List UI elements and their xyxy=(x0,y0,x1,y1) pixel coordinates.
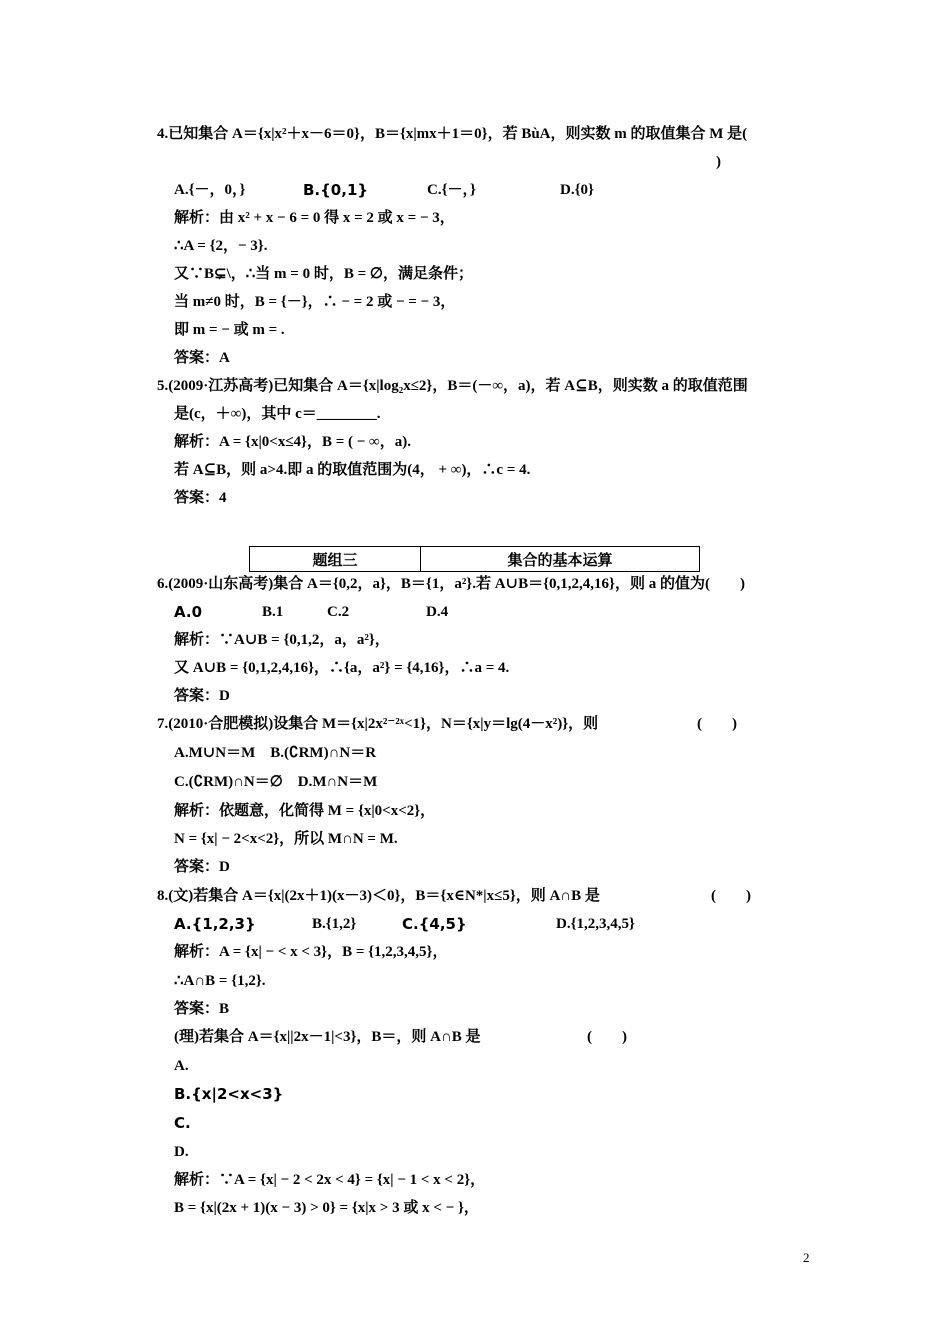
q8-option-d: D.{1,2,3,4,5} xyxy=(556,916,635,932)
q4-solution-line2: ∴A = {2，− 3}. xyxy=(174,238,268,254)
q4-option-a: A.{－，0，} xyxy=(174,182,246,198)
q6-solution-line1: 解析：∵A∪B = {0,1,2，a，a²}， xyxy=(174,632,390,648)
q8-solution-line1: 解析：A = {x| − < x < 3}，B = {1,2,3,4,5}， xyxy=(174,944,448,960)
q5-stem-line1: 5.(2009·江苏高考)已知集合 A＝{x|log₂x≤2}，B＝(－∞，a)，若 A⊆B，则实数 a 的取值范围 xyxy=(157,378,748,394)
q8-li-solution-line2: B = {x|(2x + 1)(x − 3) > 0} = {x|x > 3 或 x < − }， xyxy=(174,1200,479,1216)
q6-option-a: A.0 xyxy=(174,603,203,621)
q8-option-b: B.{1,2} xyxy=(312,916,357,932)
q8-stem: 8.(文)若集合 A＝{x|(2x＋1)(x－3)＜0}，B＝{x∈N*|x≤5}，则 A∩B 是 xyxy=(157,888,600,904)
q4-option-c: C.{－，} xyxy=(427,182,476,198)
q8-li-option-a: A. xyxy=(174,1058,189,1074)
q8-li-option-c: C. xyxy=(174,1114,191,1132)
section-header-table xyxy=(249,546,700,572)
q8-answer: 答案：B xyxy=(174,1001,230,1017)
q6-option-d: D.4 xyxy=(426,604,449,620)
q7-solution-line2: N = {x| − 2<x<2}，所以 M∩N = M. xyxy=(174,831,398,847)
q4-option-d: D.{0} xyxy=(560,182,594,198)
q7-options-cd: C.(∁RM)∩N＝∅ D.M∩N＝M xyxy=(174,774,378,790)
q7-stem: 7.(2010·合肥模拟)设集合 M＝{x|2x²⁻²ˣ<1}，N＝{x|y＝lg(4－x²)}，则 xyxy=(157,716,599,732)
q6-option-c: C.2 xyxy=(327,604,350,620)
q4-answer: 答案：A xyxy=(174,350,230,366)
q8-li-option-d: D. xyxy=(174,1144,189,1160)
section-group-label: 题组三 xyxy=(250,547,421,571)
q5-answer: 答案：4 xyxy=(174,490,227,506)
section-topic-label: 集合的基本运算 xyxy=(507,552,613,569)
q4-option-b: B.{0,1} xyxy=(303,181,369,199)
q7-answer: 答案：D xyxy=(174,859,230,875)
q5-solution-line1: 解析：A = {x|0<x≤4}，B = ( − ∞，a). xyxy=(174,434,411,450)
q4-solution-line5: 即 m = − 或 m = . xyxy=(174,322,285,338)
q4-stem-close: ) xyxy=(716,154,721,170)
page-number: 2 xyxy=(803,1250,810,1265)
q8-option-a: A.{1,2,3} xyxy=(174,915,256,933)
q8-li-answer-paren: ( ) xyxy=(587,1029,627,1045)
q4-solution-line1: 解析：由 x² + x − 6 = 0 得 x = 2 或 x = − 3， xyxy=(174,210,455,226)
q8-answer-paren: ( ) xyxy=(711,888,751,904)
q4-stem: 4.已知集合 A＝{x|x²＋x－6＝0}，B＝{x|mx＋1＝0}，若 BùA，则实数 m 的取值集合 M 是( xyxy=(157,126,748,142)
q8-li-option-b: B.{x|2<x<3} xyxy=(174,1085,284,1103)
q7-options-ab: A.M∪N＝M B.(∁RM)∩N＝R xyxy=(174,745,377,761)
q6-option-b: B.1 xyxy=(262,604,284,620)
q8-li-solution-line1: 解析：∵A = {x| − 2 < 2x < 4} = {x| − 1 < x < 2}， xyxy=(174,1172,486,1188)
q5-solution-line2: 若 A⊆B，则 a>4.即 a 的取值范围为(4， + ∞)，∴c = 4. xyxy=(174,462,531,478)
q6-solution-line2: 又 A∪B = {0,1,2,4,16}，∴{a，a²} = {4,16}，∴a = 4. xyxy=(174,660,510,676)
q7-solution-line1: 解析：依题意，化简得 M = {x|0<x<2}， xyxy=(174,803,436,819)
q7-answer-paren: ( ) xyxy=(697,716,737,732)
q8-solution-line2: ∴A∩B = {1,2}. xyxy=(174,973,266,989)
q6-stem: 6.(2009·山东高考)集合 A＝{0,2，a}，B＝{1，a²}.若 A∪B＝{0,1,2,4,16}，则 a 的值为( ) xyxy=(157,576,745,592)
q8-option-c: C.{4,5} xyxy=(402,915,467,933)
q6-answer: 答案：D xyxy=(174,688,230,704)
q8-li-stem: (理)若集合 A＝{x||2x－1|<3}，B＝，则 A∩B 是 xyxy=(174,1029,481,1045)
q4-solution-line4: 当 m≠0 时，B = {－}，∴ − = 2 或 − = − 3， xyxy=(174,294,456,310)
q5-stem-line2: 是(c，＋∞)，其中 c＝________. xyxy=(174,406,381,422)
q4-solution-line3: 又∵B⊊\，∴当 m = 0 时，B = ∅，满足条件； xyxy=(174,266,473,282)
